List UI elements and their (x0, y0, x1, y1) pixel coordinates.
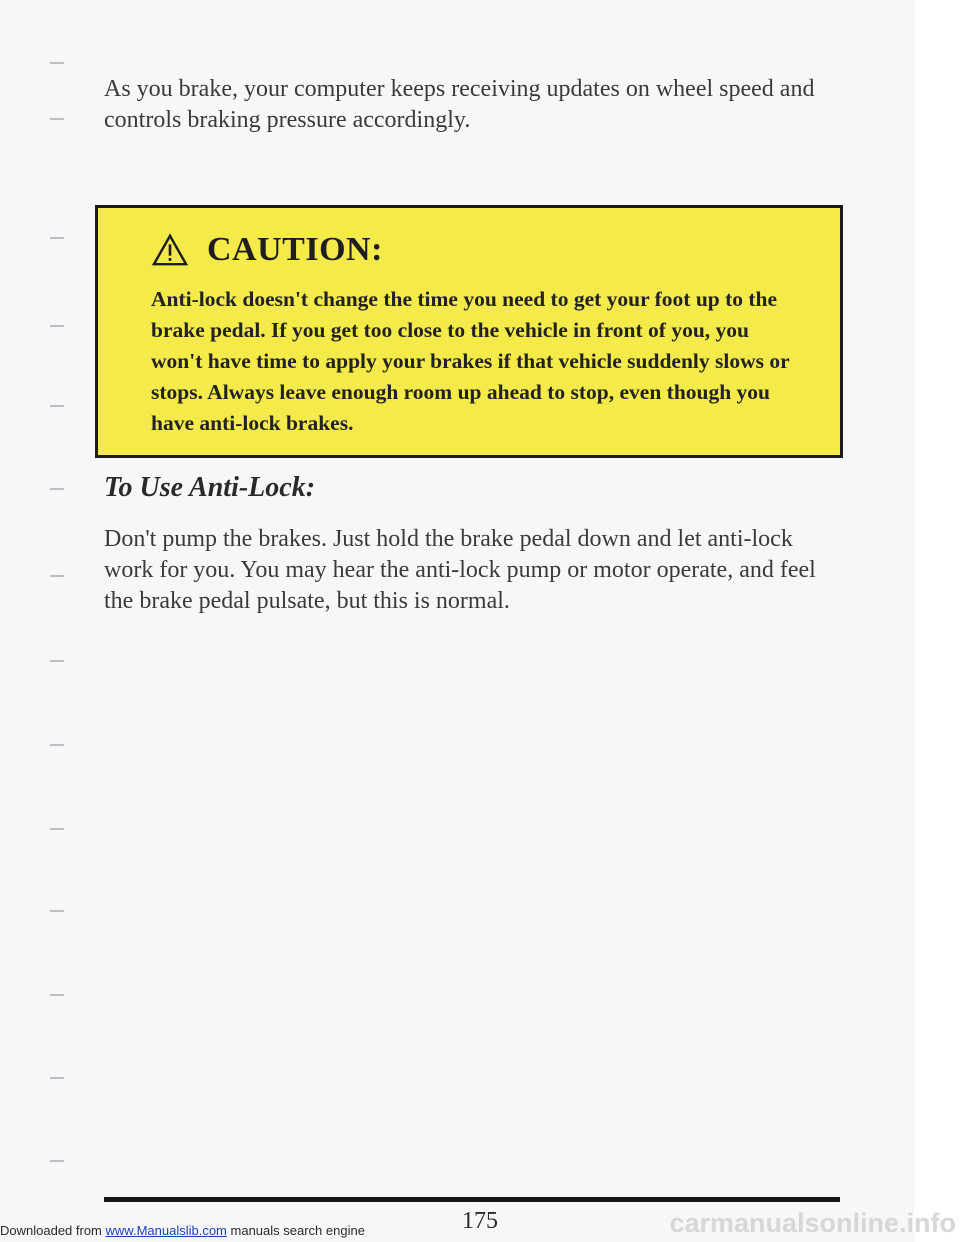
margin-tick (50, 994, 64, 996)
caution-box (95, 205, 843, 458)
caution-header (151, 224, 800, 276)
margin-tick (50, 325, 64, 327)
margin-tick (50, 1160, 64, 1162)
banner-suffix: manuals search engine (230, 1223, 365, 1238)
margin-tick (50, 62, 64, 64)
margin-tick (50, 1077, 64, 1079)
margin-tick (50, 910, 64, 912)
caution-body-text: Anti-lock doesn't change the time you need to get your foot up to the brake pedal. If you get too close to the vehicle in front of you, you won't have time to apply your brakes if that vehicle suddenly slows or stops. Always leave enough room up ahead to stop, even though you have anti-lock brakes. (151, 287, 790, 435)
margin-tick (50, 575, 64, 577)
margin-tick (50, 488, 64, 490)
page-number: 175 (462, 1208, 498, 1234)
margin-tick (50, 405, 64, 407)
footer-rule (104, 1197, 840, 1202)
margin-tick (50, 828, 64, 830)
warning-triangle-icon (151, 233, 189, 267)
right-margin-band (914, 0, 960, 1242)
body-paragraph-anti-lock-usage: Don't pump the brakes. Just hold the brake pedal down and let anti-lock work for you. You may hear the anti-lock pump or motor operate, and feel the brake pedal pulsate, but this is normal. (104, 526, 816, 614)
margin-tick (50, 237, 64, 239)
margin-tick (50, 660, 64, 662)
margin-tick (50, 118, 64, 120)
download-banner (0, 1223, 365, 1238)
margin-tick (50, 744, 64, 746)
section-heading-use-anti-lock: To Use Anti-Lock: (104, 472, 316, 503)
watermark-logo: carmanualsonline.info (669, 1208, 956, 1238)
manualslib-link[interactable]: www.Manualslib.com (105, 1223, 227, 1238)
body-paragraph-braking-updates: As you brake, your computer keeps receiving updates on wheel speed and controls braking pressure accordingly. (104, 76, 815, 133)
banner-prefix: Downloaded from (0, 1223, 102, 1238)
caution-title: CAUTION: (207, 231, 383, 268)
